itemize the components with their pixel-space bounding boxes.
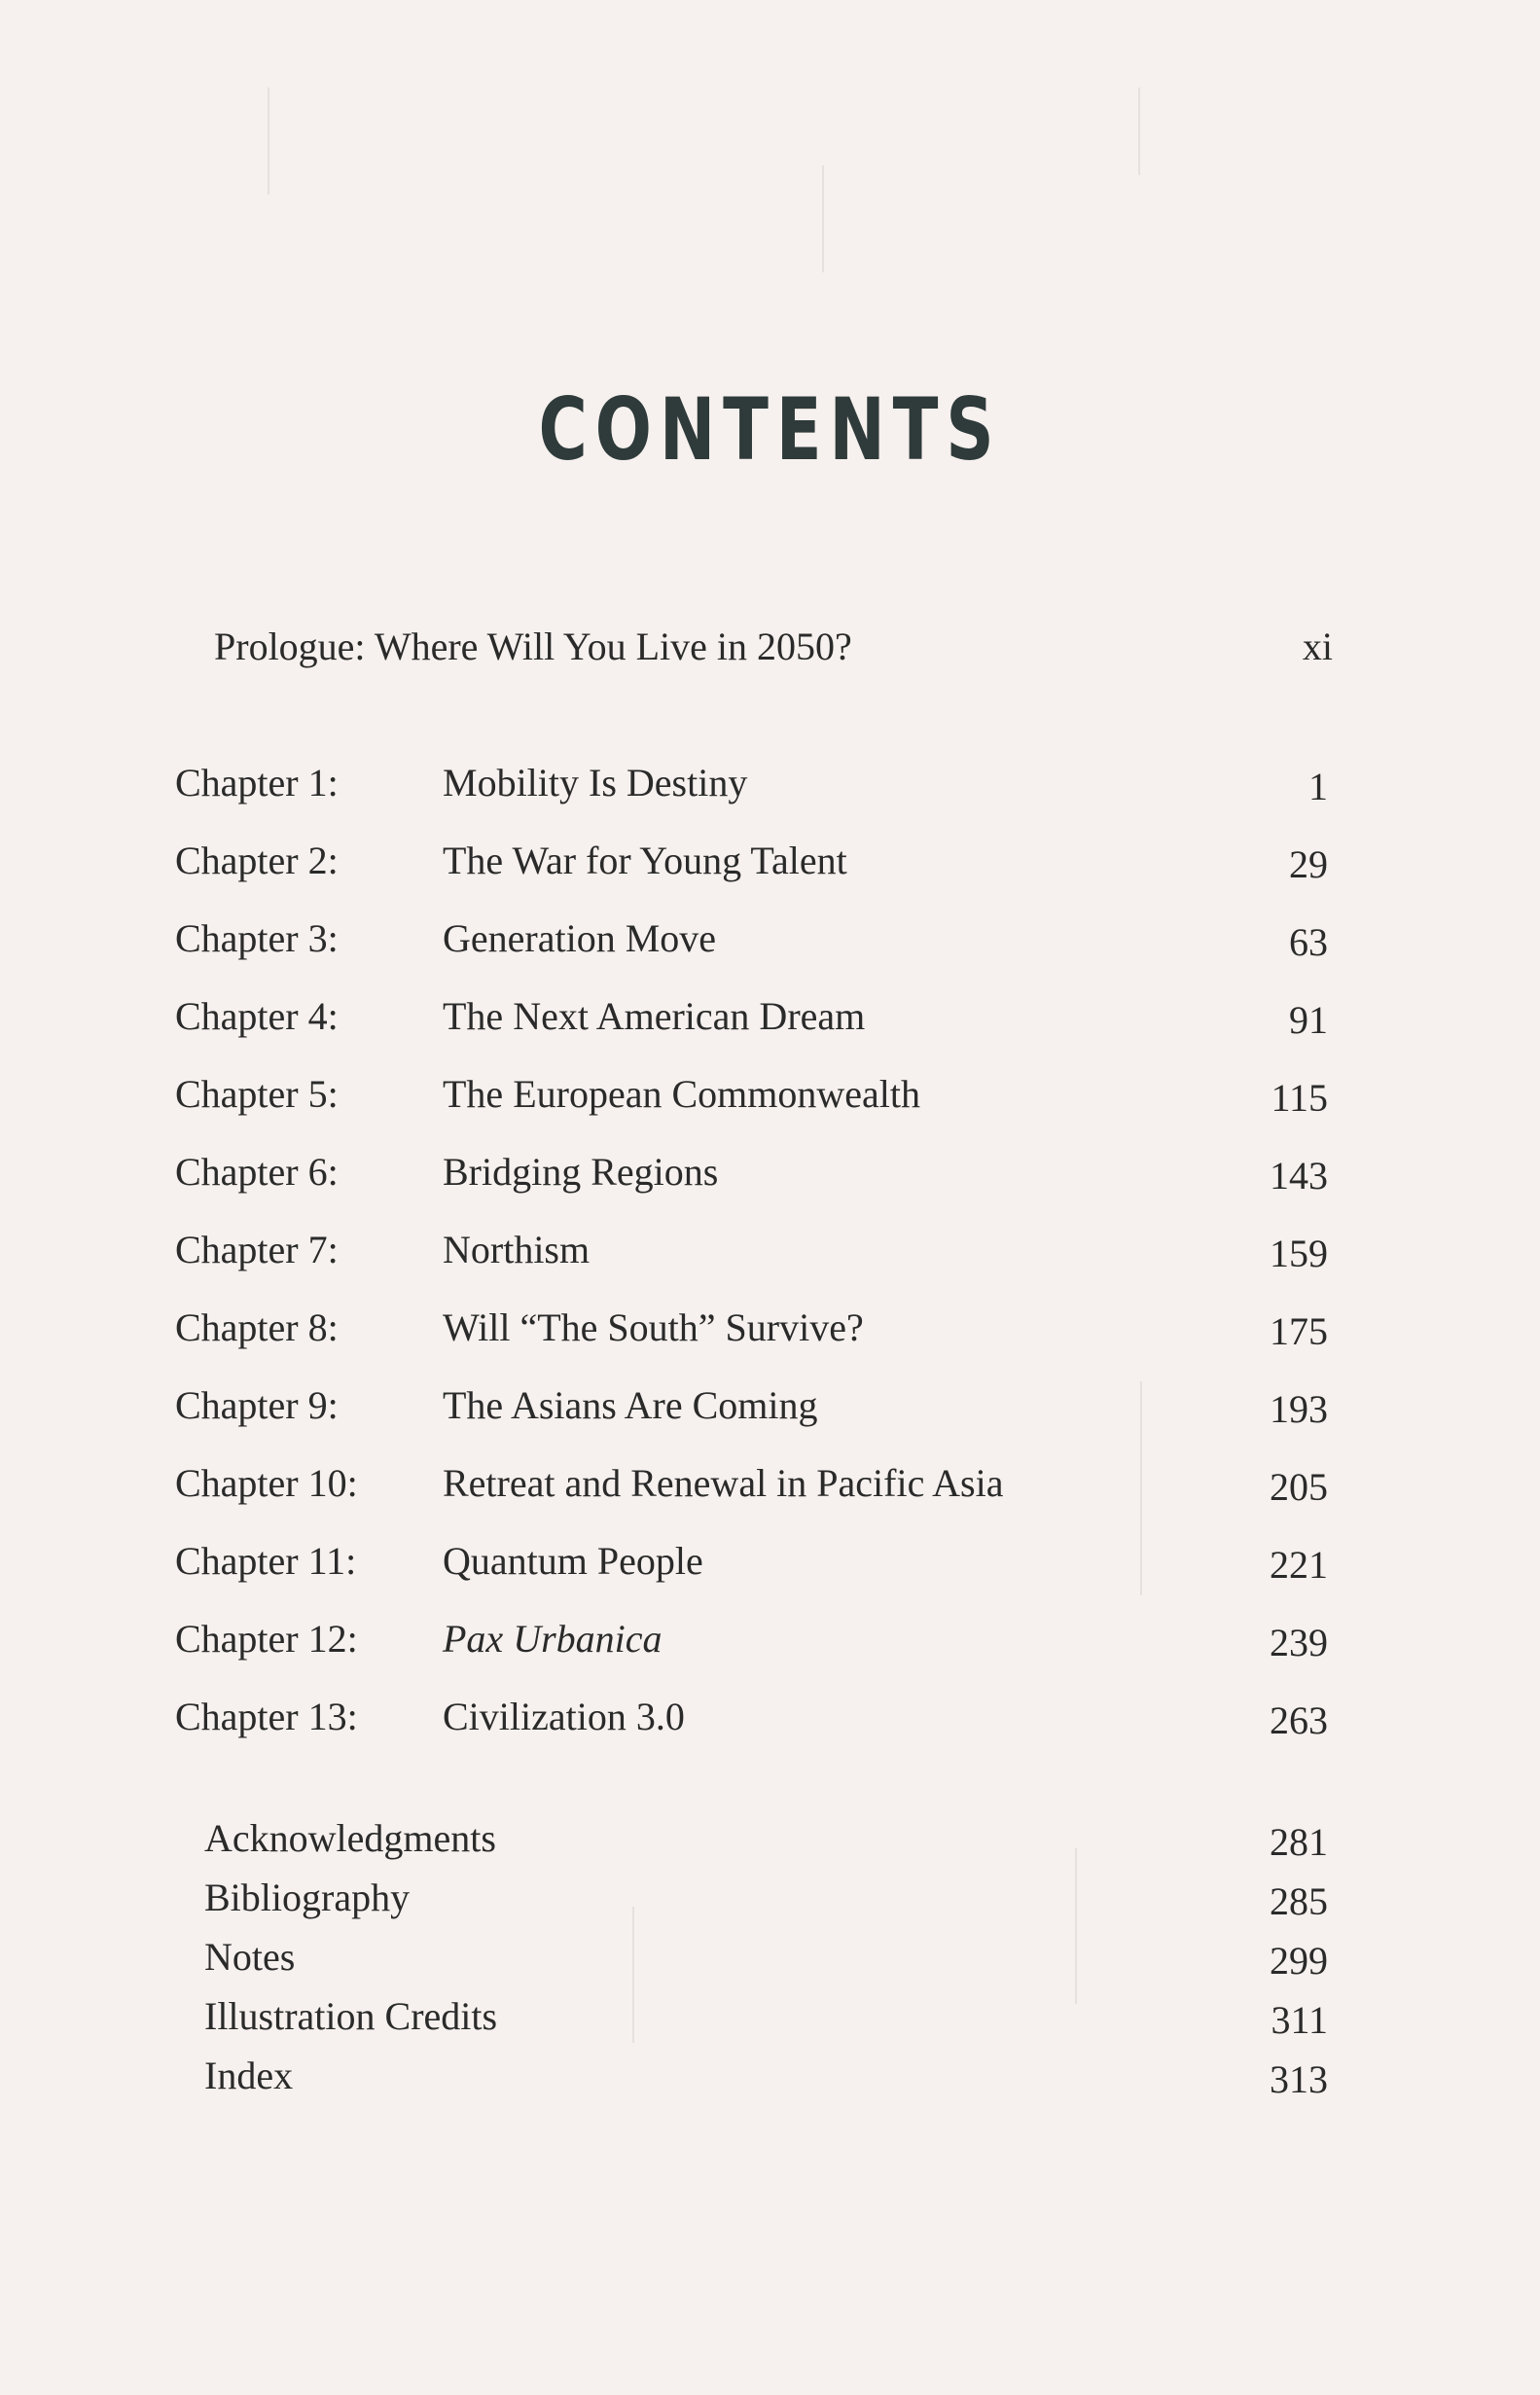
chapter-number: Chapter 2: [175, 839, 339, 882]
chapter-entry [175, 1532, 1328, 1610]
chapter-number: Chapter 9: [175, 1383, 339, 1427]
backmatter-page-number: 313 [1270, 2057, 1328, 2101]
chapter-number: Chapter 4: [175, 994, 339, 1038]
chapter-title: The Next American Dream [443, 994, 866, 1038]
chapter-entry [175, 910, 1328, 987]
chapter-entry [175, 1376, 1328, 1454]
chapter-page-number: 29 [1289, 842, 1328, 886]
chapter-title: Bridging Regions [443, 1150, 719, 1194]
chapter-title: Pax Urbanica [443, 1617, 663, 1661]
backmatter-title: Illustration Credits [204, 1994, 498, 2038]
chapter-number: Chapter 10: [175, 1461, 358, 1505]
chapter-number: Chapter 1: [175, 761, 339, 804]
chapter-number: Chapter 7: [175, 1228, 339, 1271]
chapter-page-number: 1 [1308, 765, 1328, 808]
chapter-page-number: 91 [1289, 998, 1328, 1042]
chapter-page-number: 205 [1270, 1465, 1328, 1509]
chapter-title: The Asians Are Coming [443, 1383, 818, 1427]
chapter-title: Generation Move [443, 916, 717, 960]
chapter-page-number: 175 [1270, 1309, 1328, 1353]
chapter-title: Northism [443, 1228, 591, 1271]
chapter-page-number: 143 [1270, 1154, 1328, 1198]
chapter-entry [175, 832, 1328, 910]
chapter-number: Chapter 6: [175, 1150, 339, 1194]
backmatter-title: Notes [204, 1935, 296, 1979]
chapter-entry [175, 1454, 1328, 1532]
chapter-page-number: 115 [1271, 1076, 1328, 1120]
paper-crease [268, 88, 269, 195]
paper-crease [822, 165, 824, 272]
chapter-title: Civilization 3.0 [443, 1695, 685, 1738]
chapter-entry [175, 754, 1328, 832]
chapter-page-number: 159 [1270, 1232, 1328, 1275]
chapter-entry [175, 987, 1328, 1065]
page-title: CONTENTS [538, 379, 1002, 480]
backmatter-entry [204, 1869, 1328, 1928]
prologue-page-number: xi [1302, 625, 1333, 668]
backmatter-page-number: 311 [1271, 1998, 1328, 2042]
chapter-entry [175, 1143, 1328, 1221]
chapter-page-number: 239 [1270, 1621, 1328, 1664]
chapter-title: Quantum People [443, 1539, 703, 1583]
chapter-number: Chapter 5: [175, 1072, 339, 1116]
chapter-entry [175, 1610, 1328, 1688]
chapter-number: Chapter 3: [175, 916, 339, 960]
backmatter-title: Acknowledgments [204, 1816, 496, 1860]
chapter-entry [175, 1065, 1328, 1143]
chapter-number: Chapter 8: [175, 1305, 339, 1349]
prologue-title: Prologue: Where Will You Live in 2050? [214, 625, 852, 668]
chapter-page-number: 221 [1270, 1543, 1328, 1587]
chapter-list [175, 754, 1328, 1766]
chapter-title: Will “The South” Survive? [443, 1305, 864, 1349]
chapter-page-number: 193 [1270, 1387, 1328, 1431]
backmatter-page-number: 285 [1270, 1879, 1328, 1923]
paper-crease [1138, 88, 1140, 175]
chapter-entry [175, 1688, 1328, 1766]
backmatter-page-number: 299 [1270, 1939, 1328, 1983]
chapter-entry [175, 1221, 1328, 1299]
backmatter-entry [204, 1928, 1328, 1987]
backmatter-entry [204, 2047, 1328, 2106]
backmatter-entry [204, 1809, 1328, 1869]
chapter-entry [175, 1299, 1328, 1376]
backmatter-title: Index [204, 2054, 294, 2097]
chapter-title: The European Commonwealth [443, 1072, 920, 1116]
chapter-number: Chapter 13: [175, 1695, 358, 1738]
backmatter-list [204, 1809, 1328, 2106]
chapter-number: Chapter 11: [175, 1539, 357, 1583]
chapter-title: The War for Young Talent [443, 839, 847, 882]
chapter-title: Retreat and Renewal in Pacific Asia [443, 1461, 1004, 1505]
chapter-page-number: 263 [1270, 1698, 1328, 1742]
chapter-page-number: 63 [1289, 920, 1328, 964]
backmatter-page-number: 281 [1270, 1820, 1328, 1864]
backmatter-title: Bibliography [204, 1876, 411, 1919]
backmatter-entry [204, 1987, 1328, 2047]
chapter-number: Chapter 12: [175, 1617, 358, 1661]
chapter-title: Mobility Is Destiny [443, 761, 748, 804]
